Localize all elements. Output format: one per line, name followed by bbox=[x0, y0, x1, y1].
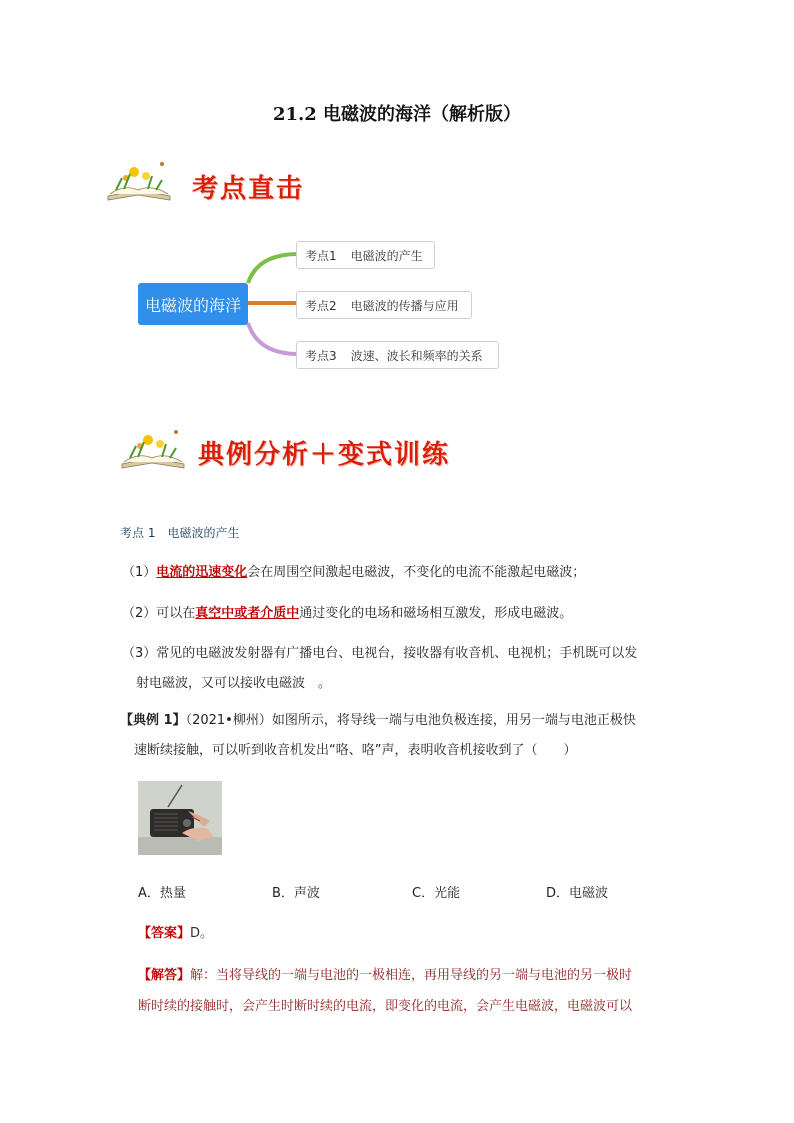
point-1-text: 会在周围空间激起电磁波，不变化的电流不能激起电磁波； bbox=[247, 565, 586, 580]
connector-1 bbox=[248, 254, 298, 283]
mindmap-node-2 bbox=[296, 291, 472, 319]
radio-photo bbox=[138, 781, 222, 855]
solution bbox=[138, 960, 686, 1022]
solution-line-2: 断时续的接触时，会产生时断时续的电流，即变化的电流，会产生电磁波，电磁波可以 bbox=[138, 999, 633, 1014]
example-line-1: （2021•柳州）如图所示，将导线一端与电池负极连接，用另一端与电池正极快 bbox=[185, 713, 636, 728]
option-b: B．声波 bbox=[272, 886, 320, 901]
mindmap-node-1 bbox=[296, 241, 435, 269]
point-3 bbox=[122, 639, 682, 699]
kaodian-tag: 考点 1 bbox=[120, 526, 156, 540]
book-flower-icon bbox=[104, 156, 174, 204]
example-line-2: 速断续接触，可以听到收音机发出“咯、咯”声，表明收音机接收到了（ ） bbox=[134, 743, 577, 758]
node-text: 电磁波的传播与应用 bbox=[350, 298, 459, 313]
solution-label: 【解答】 bbox=[138, 968, 191, 983]
point-2-text: 通过变化的电场和磁场相互激发，形成电磁波。 bbox=[299, 606, 573, 621]
connector-3 bbox=[248, 323, 298, 354]
book-flower-icon bbox=[118, 424, 188, 472]
point-2 bbox=[122, 599, 682, 629]
solution-line-1: 解：当将导线的一端与电池的一极相连，再用导线的另一端与电池的另一极时 bbox=[190, 968, 633, 983]
point-1-prefix: （1） bbox=[122, 565, 157, 580]
node-tag: 考点3 bbox=[305, 348, 337, 363]
kaodian-label bbox=[120, 524, 239, 541]
section-heading-examples: 典例分析＋变式训练 bbox=[198, 440, 451, 470]
point-1 bbox=[122, 558, 682, 588]
example-label: 【典例 1】 bbox=[120, 713, 186, 728]
node-text: 波速、波长和频率的关系 bbox=[350, 348, 483, 363]
option-d: D．电磁波 bbox=[546, 886, 609, 901]
option-a: A．热量 bbox=[138, 886, 186, 901]
point-3-line-1: （3）常见的电磁波发射器有广播电台、电视台，接收器有收音机、电视机；手机既可以发 bbox=[122, 646, 638, 661]
section-heading-kaodian: 考点直击 bbox=[192, 174, 305, 204]
kaodian-text: 电磁波的产生 bbox=[167, 526, 240, 540]
answer-text: D。 bbox=[190, 926, 214, 941]
point-3-line-2: 射电磁波，又可以接收电磁波 。 bbox=[136, 676, 332, 691]
node-tag: 考点1 bbox=[305, 248, 337, 263]
node-text: 电磁波的产生 bbox=[350, 248, 423, 263]
document-title: 21.2 电磁波的海洋（解析版） bbox=[272, 104, 522, 125]
example-question bbox=[120, 706, 690, 766]
point-2-prefix: （2）可以在 bbox=[122, 606, 196, 621]
option-c: C．光能 bbox=[412, 886, 461, 901]
point-2-highlight: 真空中或者介质中 bbox=[195, 606, 300, 621]
answer-label: 【答案】 bbox=[138, 926, 191, 941]
mindmap-node-3 bbox=[296, 341, 499, 369]
point-1-highlight: 电流的迅速变化 bbox=[156, 565, 248, 580]
node-tag: 考点2 bbox=[305, 298, 337, 313]
mindmap-center-node: 电磁波的海洋 bbox=[138, 283, 248, 325]
answer bbox=[138, 922, 213, 941]
